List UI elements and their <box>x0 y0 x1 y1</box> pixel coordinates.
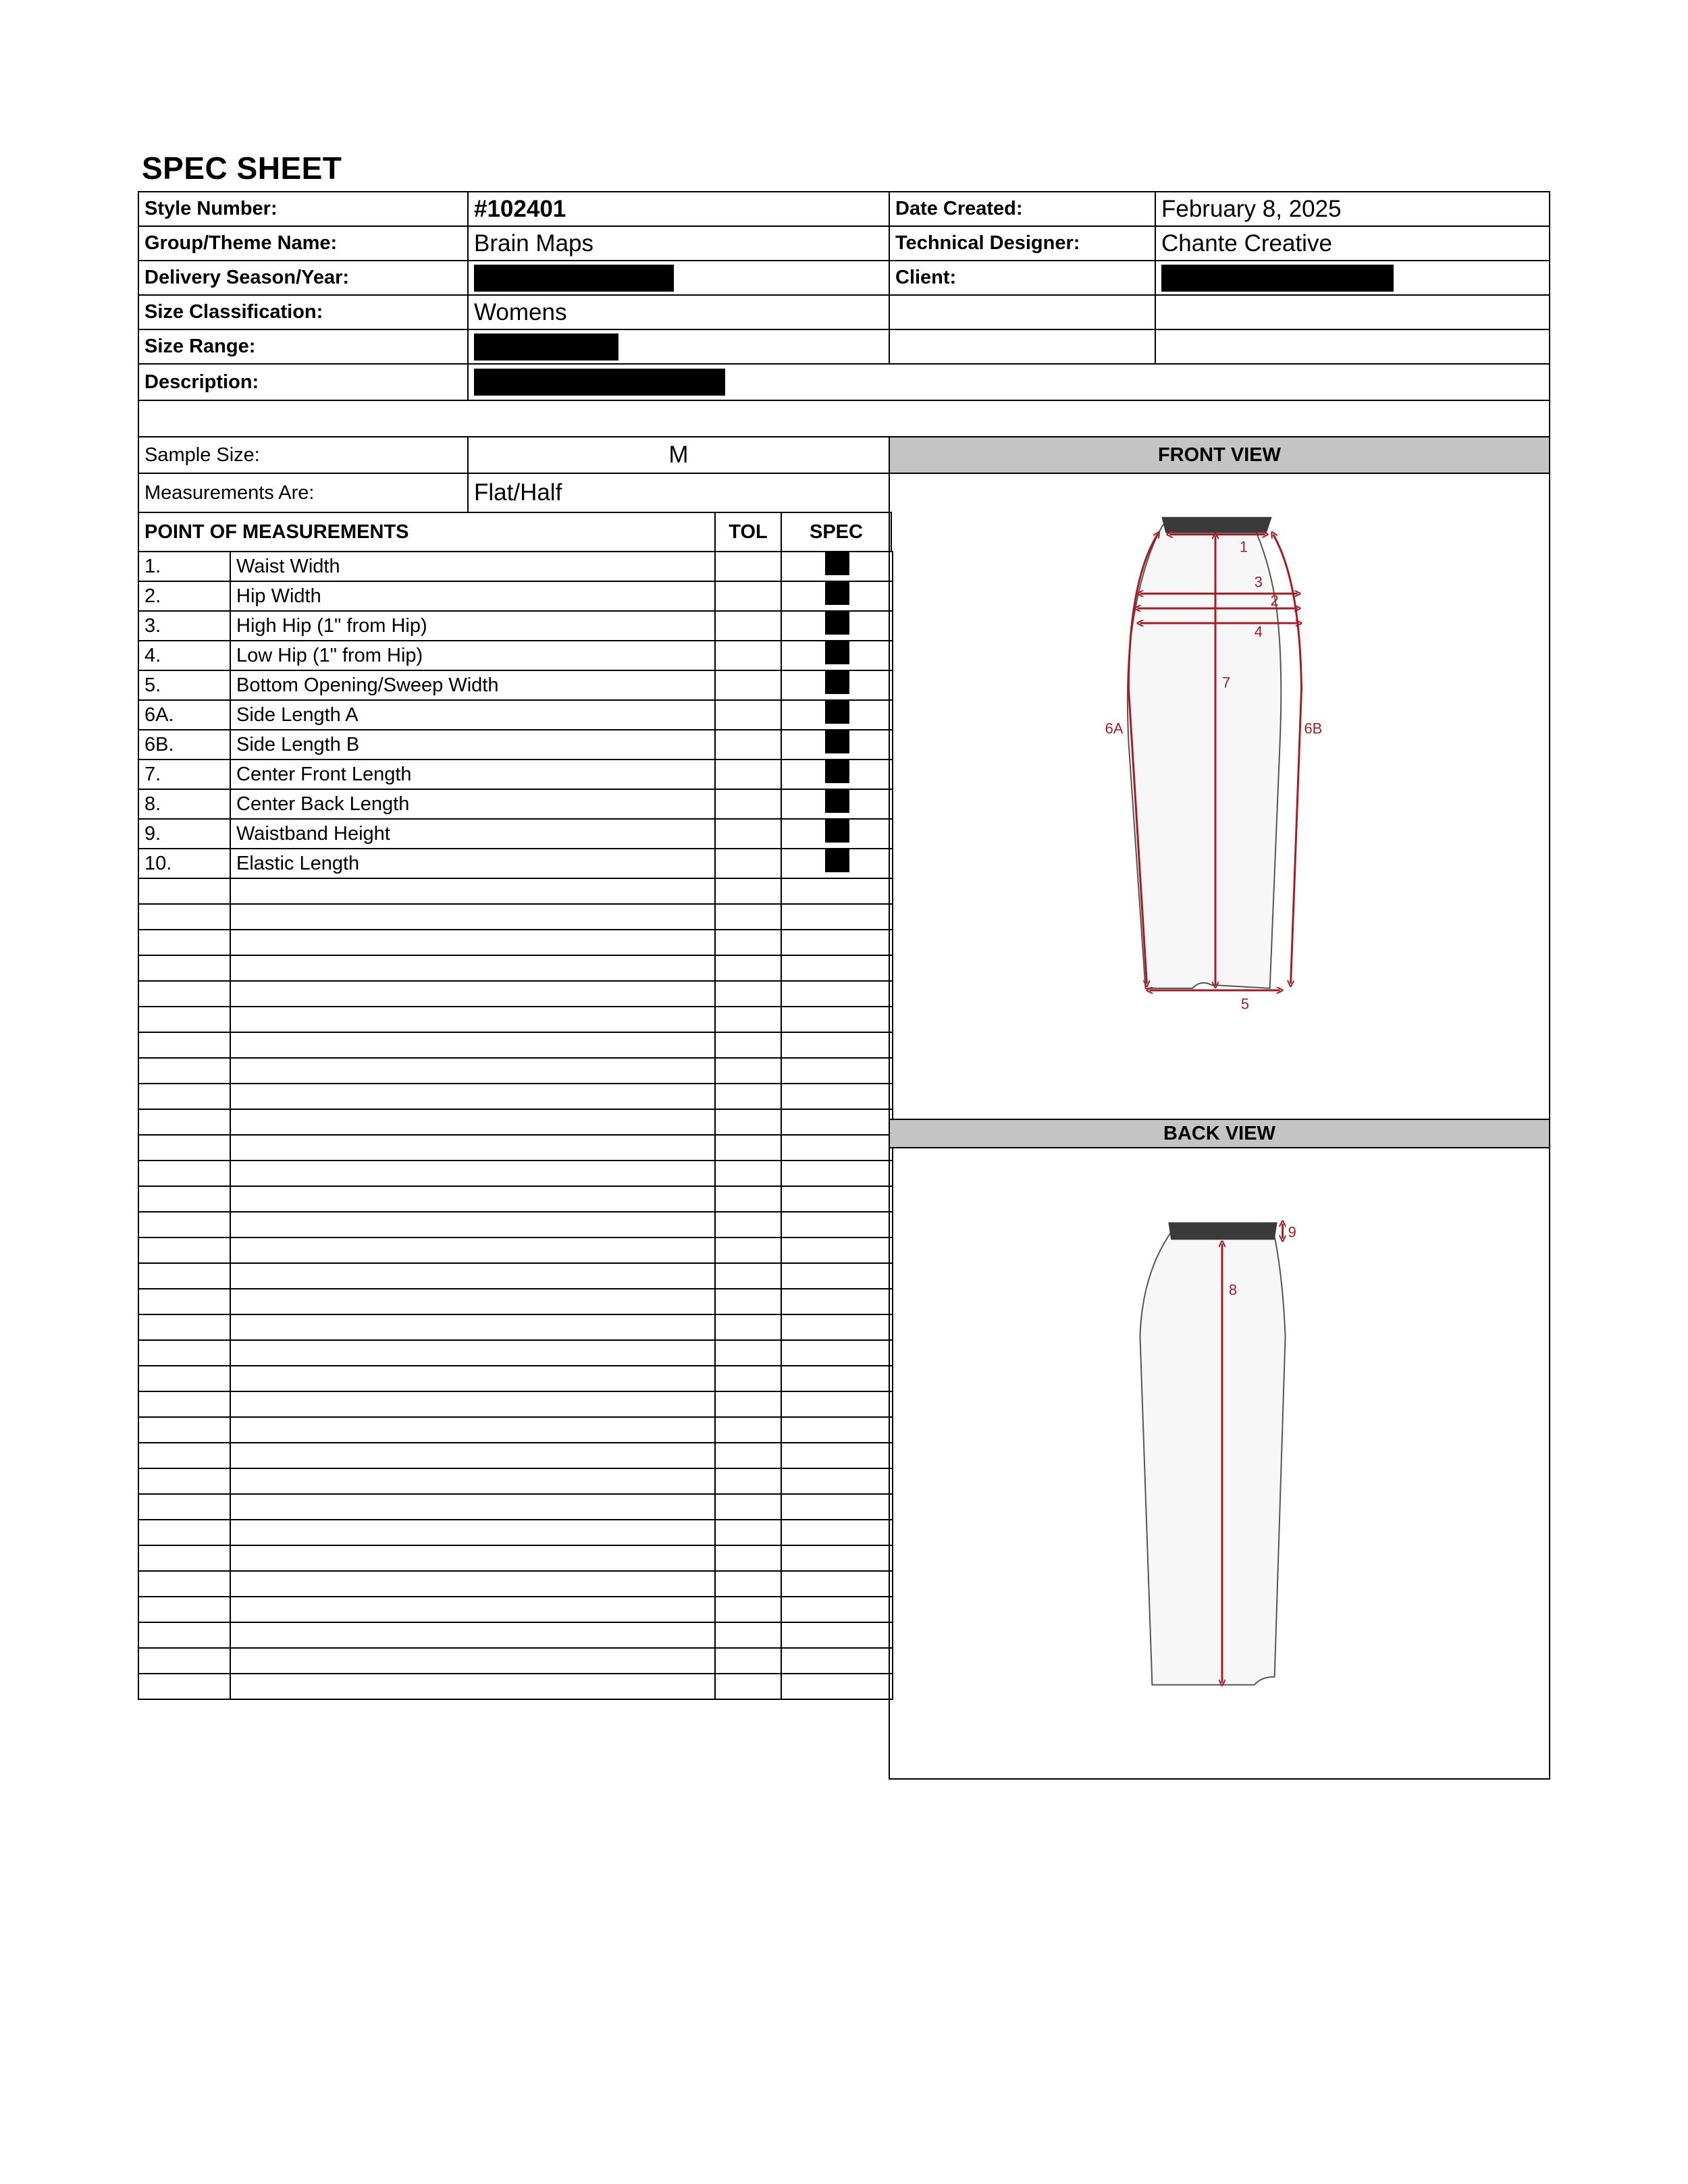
pom-name: Waist Width <box>230 552 715 581</box>
empty-cell <box>715 1340 781 1366</box>
empty-cell <box>781 955 893 981</box>
empty-cell <box>715 1032 781 1058</box>
empty-cell <box>715 1494 781 1520</box>
pom-number: 9. <box>138 819 230 849</box>
front-view-header: FRONT VIEW <box>889 436 1550 474</box>
empty-cell <box>138 1340 230 1366</box>
empty-cell <box>138 1186 230 1212</box>
empty-cell <box>781 1366 893 1391</box>
pom-empty-row <box>138 1417 893 1443</box>
size-range-label: Size Range: <box>138 329 469 365</box>
empty-cell <box>230 930 715 955</box>
pom-row <box>138 849 893 878</box>
pom-name: Side Length B <box>230 730 715 760</box>
pom-empty-row <box>138 955 893 981</box>
empty-cell <box>138 904 230 930</box>
pom-tol <box>715 760 781 789</box>
pom-spec <box>781 849 893 878</box>
empty-cell <box>781 1212 893 1237</box>
empty-cell <box>715 1212 781 1237</box>
empty-cell <box>138 930 230 955</box>
empty-cell <box>230 1135 715 1161</box>
delivery-season-value <box>467 260 890 296</box>
empty-cell <box>781 930 893 955</box>
empty-cell <box>781 1289 893 1314</box>
delivery-season-label: Delivery Season/Year: <box>138 260 469 296</box>
empty-cell <box>138 878 230 904</box>
redaction-block <box>474 334 618 361</box>
pom-empty-row <box>138 930 893 955</box>
pom-tol <box>715 641 781 670</box>
redaction-block <box>825 849 849 872</box>
empty-cell <box>138 1212 230 1237</box>
redaction-block <box>825 820 849 843</box>
pom-empty-row <box>138 1366 893 1391</box>
empty-cell <box>138 1314 230 1340</box>
empty-cell <box>138 981 230 1007</box>
empty-cell <box>138 1084 230 1109</box>
empty-cell <box>781 1314 893 1340</box>
pom-row <box>138 730 893 760</box>
group-theme-value: Brain Maps <box>467 225 890 261</box>
empty-cell <box>781 1468 893 1494</box>
empty-cell <box>715 1468 781 1494</box>
empty-cell <box>230 1237 715 1263</box>
empty-cell <box>715 1545 781 1571</box>
pom-empty-row <box>138 981 893 1007</box>
empty-cell <box>715 904 781 930</box>
pom-row <box>138 641 893 670</box>
empty-cell <box>889 329 1156 365</box>
redaction-block <box>825 582 849 605</box>
style-number-label: Style Number: <box>138 191 469 227</box>
pom-number: 1. <box>138 552 230 581</box>
empty-cell <box>781 1135 893 1161</box>
empty-cell <box>138 1058 230 1084</box>
front-view-panel <box>889 473 1550 1120</box>
empty-cell <box>138 1674 230 1699</box>
redaction-block <box>825 612 849 635</box>
empty-cell <box>781 1391 893 1417</box>
pom-spec <box>781 611 893 641</box>
empty-cell <box>230 1109 715 1135</box>
empty-cell <box>230 1494 715 1520</box>
pom-empty-row <box>138 1443 893 1468</box>
empty-cell <box>138 1289 230 1314</box>
empty-cell <box>715 1109 781 1135</box>
pom-spec <box>781 581 893 611</box>
back-view-header: BACK VIEW <box>889 1119 1550 1148</box>
pom-empty-row <box>138 878 893 904</box>
empty-cell <box>230 1212 715 1237</box>
empty-cell <box>715 1571 781 1597</box>
pom-empty-row <box>138 1212 893 1237</box>
empty-cell <box>715 930 781 955</box>
empty-cell <box>781 1340 893 1366</box>
pom-spec <box>781 730 893 760</box>
empty-cell <box>715 1443 781 1468</box>
empty-cell <box>781 1622 893 1648</box>
pom-name: Side Length A <box>230 700 715 730</box>
pom-empty-row <box>138 1314 893 1340</box>
empty-cell <box>781 981 893 1007</box>
empty-cell <box>138 1571 230 1597</box>
empty-cell <box>230 1340 715 1366</box>
pom-empty-row <box>138 1571 893 1597</box>
pom-number: 7. <box>138 760 230 789</box>
pom-spec <box>781 700 893 730</box>
empty-cell <box>715 1417 781 1443</box>
empty-cell <box>230 1571 715 1597</box>
pom-tol <box>715 849 781 878</box>
empty-cell <box>781 1084 893 1109</box>
empty-cell <box>230 981 715 1007</box>
size-classification-label: Size Classification: <box>138 294 469 330</box>
pom-empty-row <box>138 1648 893 1674</box>
date-created-value: February 8, 2025 <box>1155 191 1550 227</box>
description-value <box>467 363 1550 401</box>
spacer-row <box>138 400 1550 437</box>
empty-cell <box>715 1674 781 1699</box>
pom-number: 8. <box>138 789 230 819</box>
empty-cell <box>138 1161 230 1186</box>
pom-row <box>138 552 893 581</box>
pom-number: 2. <box>138 581 230 611</box>
empty-cell <box>715 1314 781 1340</box>
empty-cell <box>781 1597 893 1622</box>
marker-8: 8 <box>1228 1281 1238 1299</box>
page-title: SPEC SHEET <box>142 151 342 186</box>
pom-tol <box>715 670 781 700</box>
pom-empty-row <box>138 1135 893 1161</box>
empty-cell <box>230 1443 715 1468</box>
empty-cell <box>230 1263 715 1289</box>
tol-header: TOL <box>714 512 782 552</box>
technical-designer-label: Technical Designer: <box>889 225 1156 261</box>
pom-empty-row <box>138 1161 893 1186</box>
redaction-block <box>825 701 849 724</box>
back-view-panel <box>889 1147 1550 1780</box>
empty-cell <box>138 1597 230 1622</box>
measurements-are-label: Measurements Are: <box>138 473 469 513</box>
marker-7: 7 <box>1221 674 1231 691</box>
pom-tol <box>715 700 781 730</box>
empty-cell <box>230 1520 715 1545</box>
client-value <box>1155 260 1550 296</box>
sample-size-label: Sample Size: <box>138 436 469 474</box>
pom-row <box>138 760 893 789</box>
pom-header: POINT OF MEASUREMENTS <box>138 512 716 552</box>
redaction-block <box>1161 265 1394 292</box>
empty-cell <box>230 1366 715 1391</box>
empty-cell <box>781 1417 893 1443</box>
pom-spec <box>781 760 893 789</box>
pom-empty-row <box>138 1289 893 1314</box>
pom-empty-row <box>138 1520 893 1545</box>
marker-6b: 6B <box>1304 720 1323 737</box>
empty-cell <box>781 1494 893 1520</box>
size-range-value <box>467 329 890 365</box>
redaction-block <box>825 671 849 694</box>
pom-spec <box>781 552 893 581</box>
empty-cell <box>1155 294 1550 330</box>
empty-cell <box>230 1391 715 1417</box>
waistband <box>1161 517 1271 533</box>
empty-cell <box>781 1161 893 1186</box>
empty-cell <box>230 1417 715 1443</box>
pom-tol <box>715 789 781 819</box>
empty-cell <box>715 1237 781 1263</box>
empty-cell <box>1155 329 1550 365</box>
redaction-block <box>825 760 849 783</box>
measurements-are-value: Flat/Half <box>467 473 890 513</box>
empty-cell <box>138 1007 230 1032</box>
pom-name: Waistband Height <box>230 819 715 849</box>
empty-cell <box>138 1417 230 1443</box>
pom-row <box>138 819 893 849</box>
empty-cell <box>781 1571 893 1597</box>
spec-header: SPEC <box>781 512 892 552</box>
pom-row <box>138 611 893 641</box>
empty-cell <box>715 1366 781 1391</box>
empty-cell <box>781 904 893 930</box>
empty-cell <box>715 1622 781 1648</box>
pom-spec <box>781 789 893 819</box>
empty-cell <box>230 1007 715 1032</box>
empty-cell <box>715 1391 781 1417</box>
pom-empty-row <box>138 1597 893 1622</box>
empty-cell <box>715 1289 781 1314</box>
empty-cell <box>138 1494 230 1520</box>
empty-cell <box>781 1648 893 1674</box>
empty-cell <box>230 878 715 904</box>
front-skirt-sketch <box>890 473 1549 1120</box>
empty-cell <box>781 1545 893 1571</box>
marker-3: 3 <box>1254 573 1263 591</box>
empty-cell <box>715 981 781 1007</box>
empty-cell <box>138 1032 230 1058</box>
pom-number: 3. <box>138 611 230 641</box>
marker-2: 2 <box>1270 592 1279 610</box>
pom-empty-row <box>138 1674 893 1699</box>
empty-cell <box>715 1084 781 1109</box>
empty-cell <box>781 1237 893 1263</box>
empty-cell <box>781 1186 893 1212</box>
empty-cell <box>138 1468 230 1494</box>
pom-name: Low Hip (1" from Hip) <box>230 641 715 670</box>
empty-cell <box>230 1545 715 1571</box>
empty-cell <box>781 1109 893 1135</box>
redaction-block <box>825 790 849 813</box>
empty-cell <box>230 1186 715 1212</box>
pom-number: 4. <box>138 641 230 670</box>
pom-name: Elastic Length <box>230 849 715 878</box>
pom-tol <box>715 552 781 581</box>
pom-empty-row <box>138 1237 893 1263</box>
empty-cell <box>230 1314 715 1340</box>
empty-cell <box>715 878 781 904</box>
pom-number: 5. <box>138 670 230 700</box>
empty-cell <box>138 1237 230 1263</box>
pom-number: 6B. <box>138 730 230 760</box>
size-classification-value: Womens <box>467 294 890 330</box>
back-skirt-sketch <box>890 1147 1549 1780</box>
sample-size-value: M <box>467 436 890 474</box>
empty-cell <box>781 1443 893 1468</box>
empty-cell <box>230 1032 715 1058</box>
pom-tol <box>715 581 781 611</box>
pom-empty-row <box>138 1032 893 1058</box>
pom-empty-row <box>138 1058 893 1084</box>
empty-cell <box>230 1468 715 1494</box>
marker-9: 9 <box>1288 1223 1296 1241</box>
empty-cell <box>138 955 230 981</box>
waistband <box>1168 1222 1277 1240</box>
empty-cell <box>715 955 781 981</box>
marker-4: 4 <box>1254 622 1263 640</box>
redaction-block <box>825 730 849 753</box>
pom-empty-row <box>138 1007 893 1032</box>
pom-name: Center Front Length <box>230 760 715 789</box>
empty-cell <box>715 1161 781 1186</box>
empty-cell <box>889 294 1156 330</box>
pom-row <box>138 670 893 700</box>
pom-name: Hip Width <box>230 581 715 611</box>
technical-designer-value: Chante Creative <box>1155 225 1550 261</box>
pom-spec <box>781 670 893 700</box>
pom-tol <box>715 611 781 641</box>
empty-cell <box>781 1032 893 1058</box>
pom-tol <box>715 730 781 760</box>
empty-cell <box>781 1263 893 1289</box>
empty-cell <box>230 1058 715 1084</box>
empty-cell <box>715 1263 781 1289</box>
pom-empty-row <box>138 1391 893 1417</box>
pom-name: High Hip (1" from Hip) <box>230 611 715 641</box>
empty-cell <box>138 1263 230 1289</box>
group-theme-label: Group/Theme Name: <box>138 225 469 261</box>
pom-number: 10. <box>138 849 230 878</box>
pom-empty-row <box>138 1340 893 1366</box>
empty-cell <box>715 1186 781 1212</box>
empty-cell <box>715 1520 781 1545</box>
empty-cell <box>715 1648 781 1674</box>
marker-1: 1 <box>1239 538 1248 556</box>
description-label: Description: <box>138 363 469 401</box>
pom-row <box>138 700 893 730</box>
empty-cell <box>781 1058 893 1084</box>
pom-empty-row <box>138 1622 893 1648</box>
empty-cell <box>138 1366 230 1391</box>
empty-cell <box>230 1597 715 1622</box>
redaction-block <box>825 641 849 664</box>
pom-spec <box>781 819 893 849</box>
pom-row <box>138 581 893 611</box>
pom-spec <box>781 641 893 670</box>
empty-cell <box>230 904 715 930</box>
empty-cell <box>138 1135 230 1161</box>
pom-row <box>138 789 893 819</box>
pom-table <box>138 551 893 1700</box>
client-label: Client: <box>889 260 1156 296</box>
empty-cell <box>138 1545 230 1571</box>
empty-cell <box>781 1520 893 1545</box>
empty-cell <box>230 1674 715 1699</box>
pom-name: Bottom Opening/Sweep Width <box>230 670 715 700</box>
skirt-outline <box>1140 1230 1285 1684</box>
empty-cell <box>230 1161 715 1186</box>
date-created-label: Date Created: <box>889 191 1156 227</box>
empty-cell <box>781 1007 893 1032</box>
pom-number: 6A. <box>138 700 230 730</box>
empty-cell <box>781 1674 893 1699</box>
empty-cell <box>230 955 715 981</box>
empty-cell <box>138 1648 230 1674</box>
pom-empty-row <box>138 1545 893 1571</box>
empty-cell <box>715 1058 781 1084</box>
pom-empty-row <box>138 1084 893 1109</box>
empty-cell <box>715 1007 781 1032</box>
pom-empty-row <box>138 1109 893 1135</box>
pom-empty-row <box>138 1468 893 1494</box>
empty-cell <box>781 878 893 904</box>
pom-empty-row <box>138 1263 893 1289</box>
empty-cell <box>230 1622 715 1648</box>
empty-cell <box>138 1109 230 1135</box>
empty-cell <box>230 1648 715 1674</box>
empty-cell <box>230 1084 715 1109</box>
pom-empty-row <box>138 1494 893 1520</box>
redaction-block <box>825 552 849 575</box>
empty-cell <box>138 1391 230 1417</box>
marker-6a: 6A <box>1105 720 1124 737</box>
style-number-value: #102401 <box>467 191 890 227</box>
redaction-block <box>474 369 725 396</box>
empty-cell <box>715 1135 781 1161</box>
empty-cell <box>138 1622 230 1648</box>
empty-cell <box>138 1443 230 1468</box>
marker-5: 5 <box>1240 995 1250 1013</box>
empty-cell <box>230 1289 715 1314</box>
pom-tol <box>715 819 781 849</box>
pom-name: Center Back Length <box>230 789 715 819</box>
empty-cell <box>715 1597 781 1622</box>
pom-empty-row <box>138 904 893 930</box>
empty-cell <box>138 1520 230 1545</box>
pom-empty-row <box>138 1186 893 1212</box>
redaction-block <box>474 265 674 292</box>
